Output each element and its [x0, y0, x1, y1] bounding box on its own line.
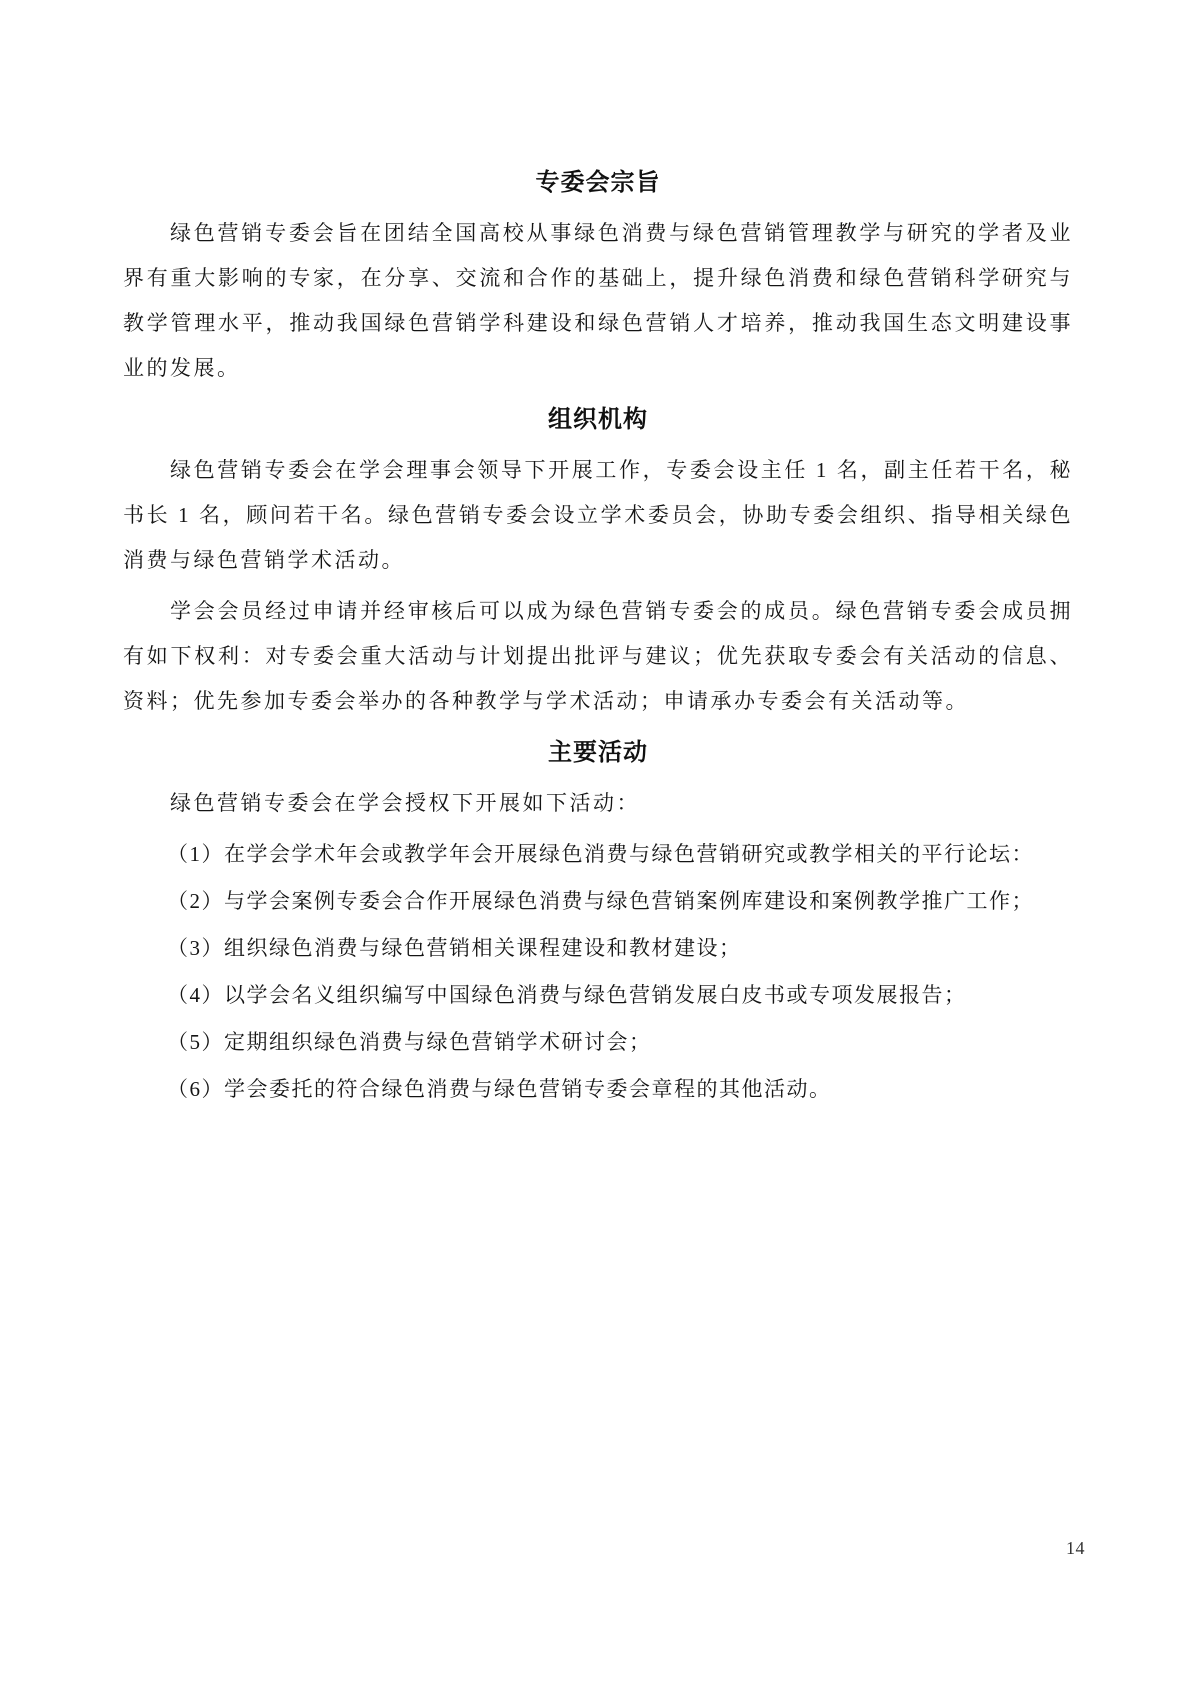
- section-heading-purpose: 专委会宗旨: [535, 169, 661, 196]
- section-heading-organization: 组织机构: [548, 406, 648, 433]
- paragraph-activities-intro: 绿色营销专委会在学会授权下开展如下活动：: [170, 791, 640, 815]
- paragraph-purpose: 绿色营销专委会旨在团结全国高校从事绿色消费与绿色营销管理教学与研究的学者及业界有重大影响的专家，在分享、交流和合作的基础上，提升绿色消费和绿色营销科学研究与教学管理水平，推动我国绿色营销学科建设和绿色营销人才培养，推动我国生态文明建设事业的发展。: [123, 221, 1073, 380]
- activity-item-6: （6）学会委托的符合绿色消费与绿色营销专委会章程的其他活动。: [167, 1077, 832, 1101]
- paragraph-organization-2: 学会会员经过申请并经审核后可以成为绿色营销专委会的成员。绿色营销专委会成员拥有如下权利：对专委会重大活动与计划提出批评与建议；优先获取专委会有关活动的信息、资料；优先参加专委会举办的各种教学与学术活动；申请承办专委会有关活动等。: [123, 599, 1073, 713]
- document-content: [123, 160, 1073, 1114]
- activity-item-4: （4）以学会名义组织编写中国绿色消费与绿色营销发展白皮书或专项发展报告；: [167, 983, 967, 1007]
- paragraph-organization-1: 绿色营销专委会在学会理事会领导下开展工作，专委会设主任 1 名，副主任若干名，秘书长 1 名，顾问若干名。绿色营销专委会设立学术委员会，协助专委会组织、指导相关绿色消费与绿色营销学术活动。: [123, 458, 1073, 572]
- activity-item-1: （1）在学会学术年会或教学年会开展绿色消费与绿色营销研究或教学相关的平行论坛：: [167, 842, 1034, 866]
- activity-item-5: （5）定期组织绿色消费与绿色营销学术研讨会；: [167, 1030, 652, 1054]
- activity-item-3: （3）组织绿色消费与绿色营销相关课程建设和教材建设；: [167, 936, 742, 960]
- page-number: 14: [1066, 1538, 1085, 1558]
- section-heading-activities: 主要活动: [548, 739, 648, 766]
- activity-item-2: （2）与学会案例专委会合作开展绿色消费与绿色营销案例库建设和案例教学推广工作；: [167, 889, 1034, 913]
